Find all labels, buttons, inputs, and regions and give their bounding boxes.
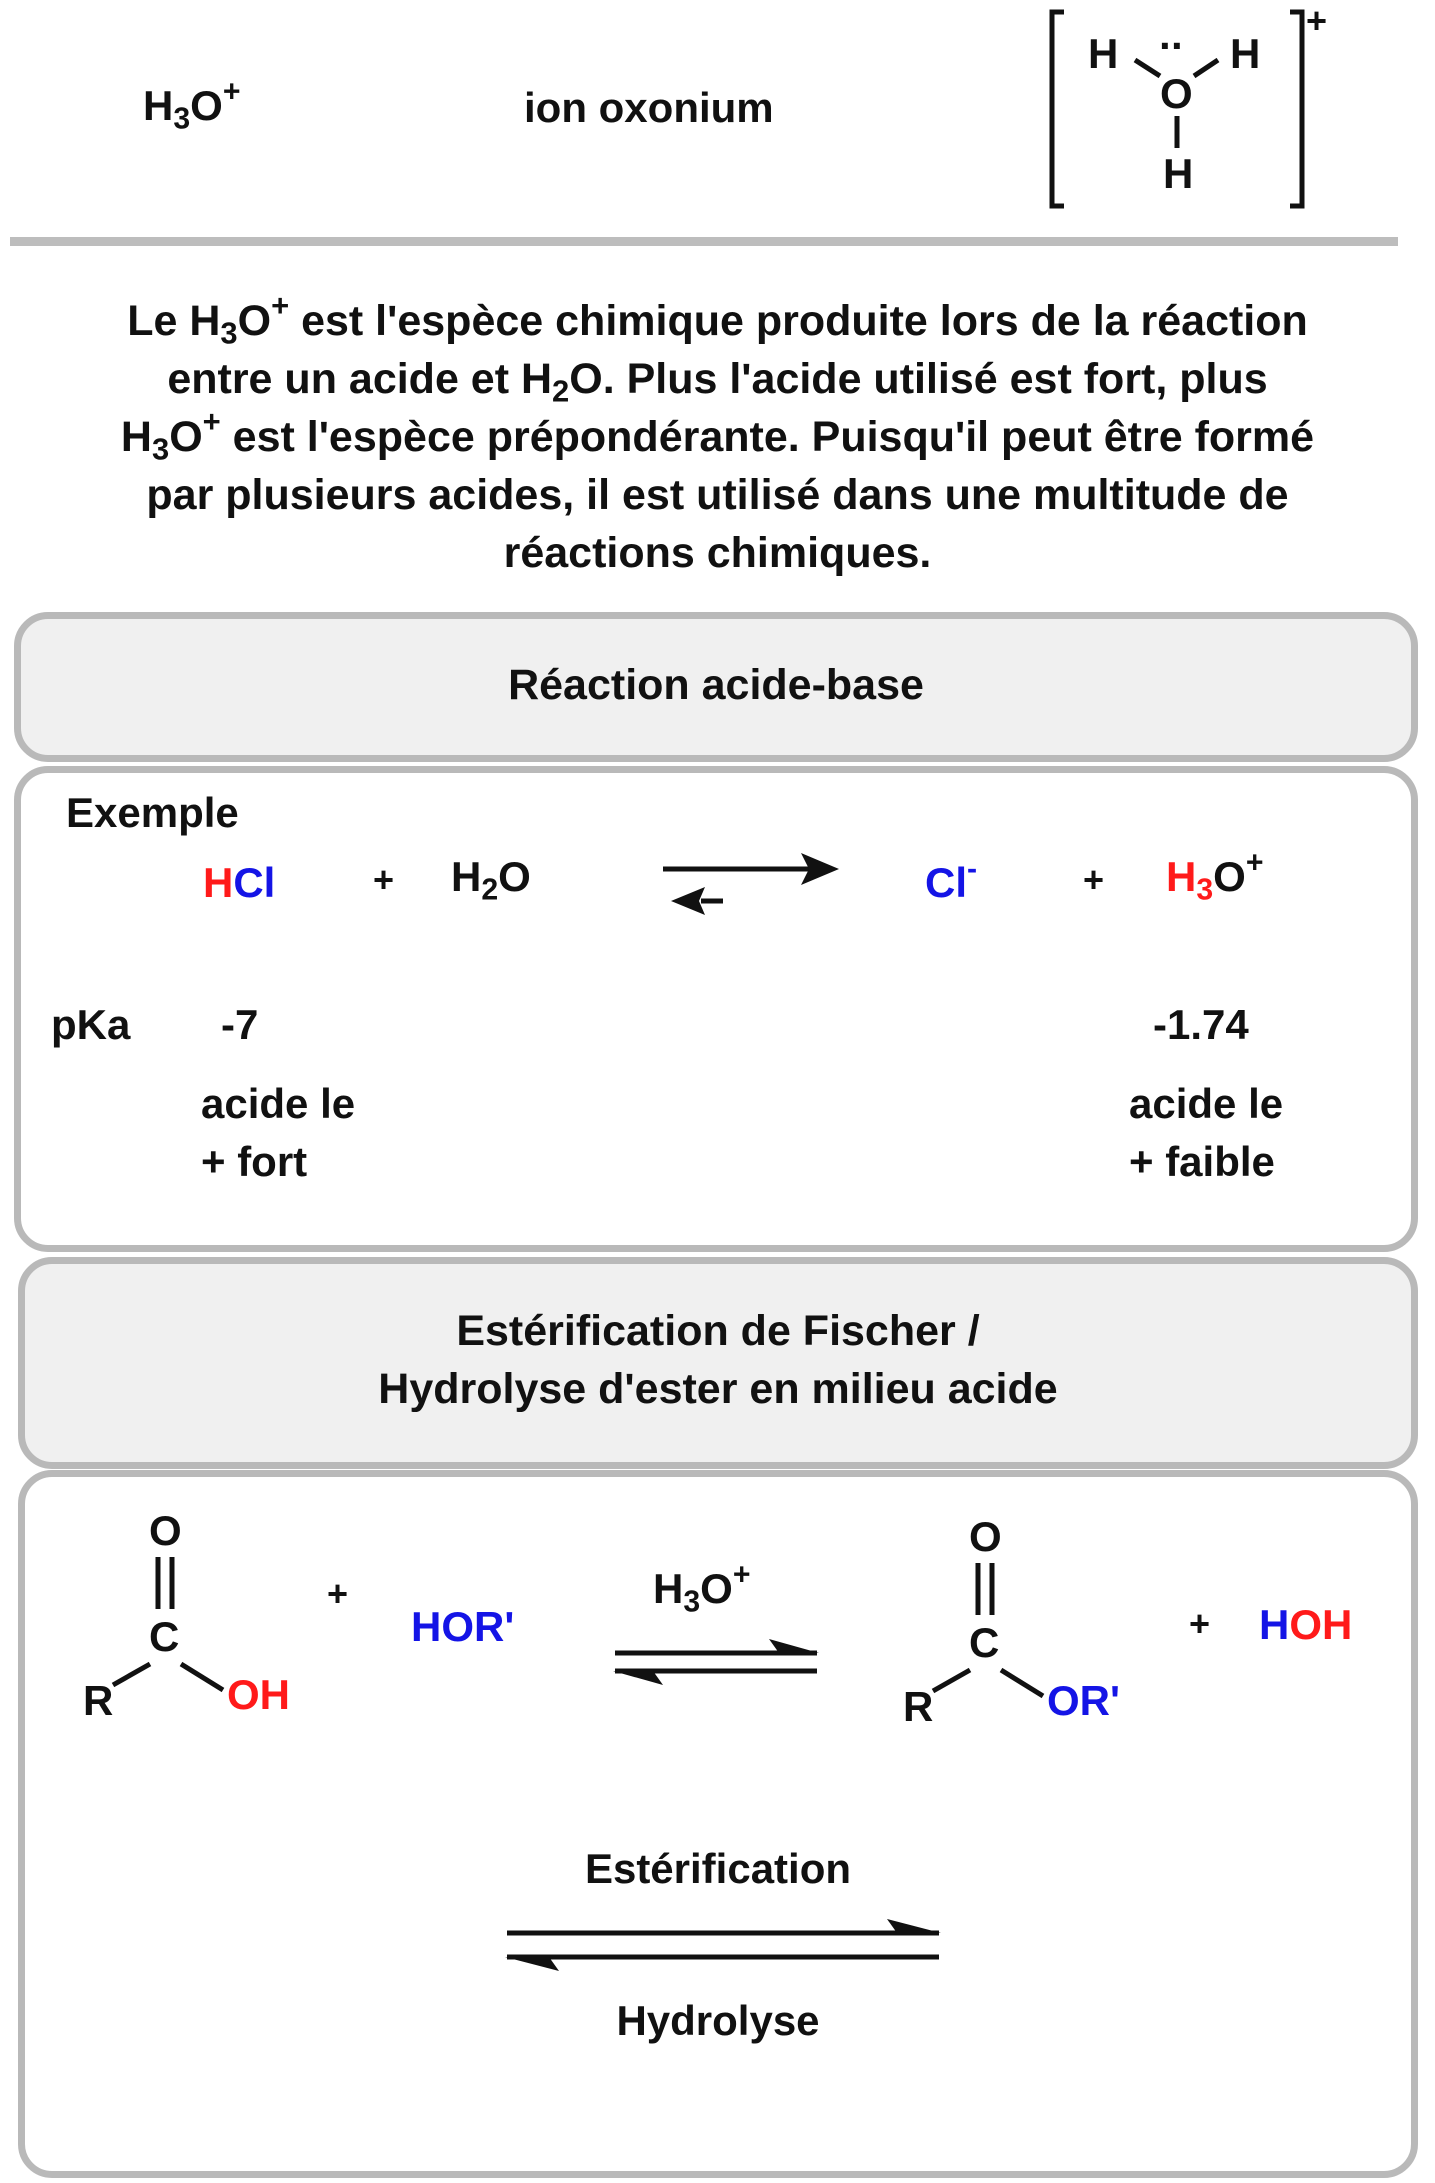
strong-acid-label: acide le + fort: [201, 1080, 356, 1185]
example-label: Exemple: [66, 789, 239, 836]
description-line-3: $H_3O^+$ est l'espèce prépondérante. Puisqu'il peut être formé: [120, 403, 1315, 467]
lewis-charge: +: [1306, 0, 1328, 41]
description: [0, 287, 1435, 582]
equilibrium-arrows-catalyzed: [607, 1637, 827, 1697]
ester-c: C: [969, 1619, 1000, 1666]
acid-base-header: [14, 612, 1418, 762]
forward-label: Estérification: [584, 1845, 852, 1892]
ester-r: R: [903, 1683, 934, 1730]
alcohol-formula: HOR': [411, 1603, 515, 1650]
pka-hcl-value: -7: [221, 1001, 259, 1048]
water-product: HOH: [1259, 1601, 1353, 1648]
oxonium-formula: $H_3O^+$: [1166, 846, 1264, 907]
fischer-title: Estérification de Fischer / Hydrolyse d'ester en milieu acide: [378, 1307, 1058, 1413]
acid-c: C: [149, 1613, 180, 1660]
description-line-5: réactions chimiques.: [503, 529, 932, 577]
acid-base-body: [14, 766, 1418, 1252]
acid-r: R: [83, 1677, 114, 1724]
description-line-1: Le $H_3O^+$ est l'espèce chimique produite lors de la réaction: [127, 287, 1308, 351]
hcl-formula: HCl: [203, 859, 276, 906]
acid-o: O: [149, 1507, 182, 1554]
plus-sign-1: +: [373, 859, 395, 900]
lewis-h-right: H: [1230, 30, 1261, 77]
plus-sign-3: +: [327, 1573, 349, 1614]
carboxylic-acid: [65, 1507, 365, 1737]
acid-oh: OH: [227, 1671, 290, 1718]
catalyst-label: $H_3O^+$: [653, 1558, 751, 1619]
weak-acid-label: acide le + faible: [1129, 1080, 1284, 1185]
header-divider: [10, 237, 1398, 246]
fischer-body: [18, 1470, 1418, 2178]
description-line-4: par plusieurs acides, il est utilisé dans une multitude de: [146, 471, 1289, 519]
acid-base-title: Réaction acide-base: [508, 661, 924, 709]
lewis-o: O: [1160, 70, 1193, 117]
water-formula: $H_2O$: [451, 853, 531, 907]
lewis-structure: [1040, 0, 1340, 220]
chloride-formula: Cl-: [925, 852, 978, 906]
equilibrium-arrows-uneven: [661, 849, 841, 919]
ester: [885, 1513, 1205, 1743]
pka-label: pKa: [51, 1001, 131, 1048]
plus-sign-4: +: [1189, 1603, 1211, 1644]
fischer-header: [18, 1257, 1418, 1469]
description-line-2: entre un acide et $H_2O$. Plus l'acide utilisé est fort, plus: [167, 355, 1268, 409]
lewis-lone-pair: ··: [1159, 22, 1183, 69]
header-formula: $H_3O^+$: [143, 75, 241, 136]
plus-sign-2: +: [1083, 859, 1105, 900]
direction-arrows: [505, 1917, 945, 1987]
header-name: ion oxonium: [524, 84, 774, 131]
reverse-label: Hydrolyse: [616, 1997, 820, 2044]
lewis-h-bottom: H: [1163, 150, 1194, 197]
ester-o: O: [969, 1513, 1002, 1560]
ester-or: OR': [1047, 1677, 1120, 1724]
lewis-h-left: H: [1088, 30, 1119, 77]
pka-h3o-value: -1.74: [1153, 1001, 1249, 1048]
